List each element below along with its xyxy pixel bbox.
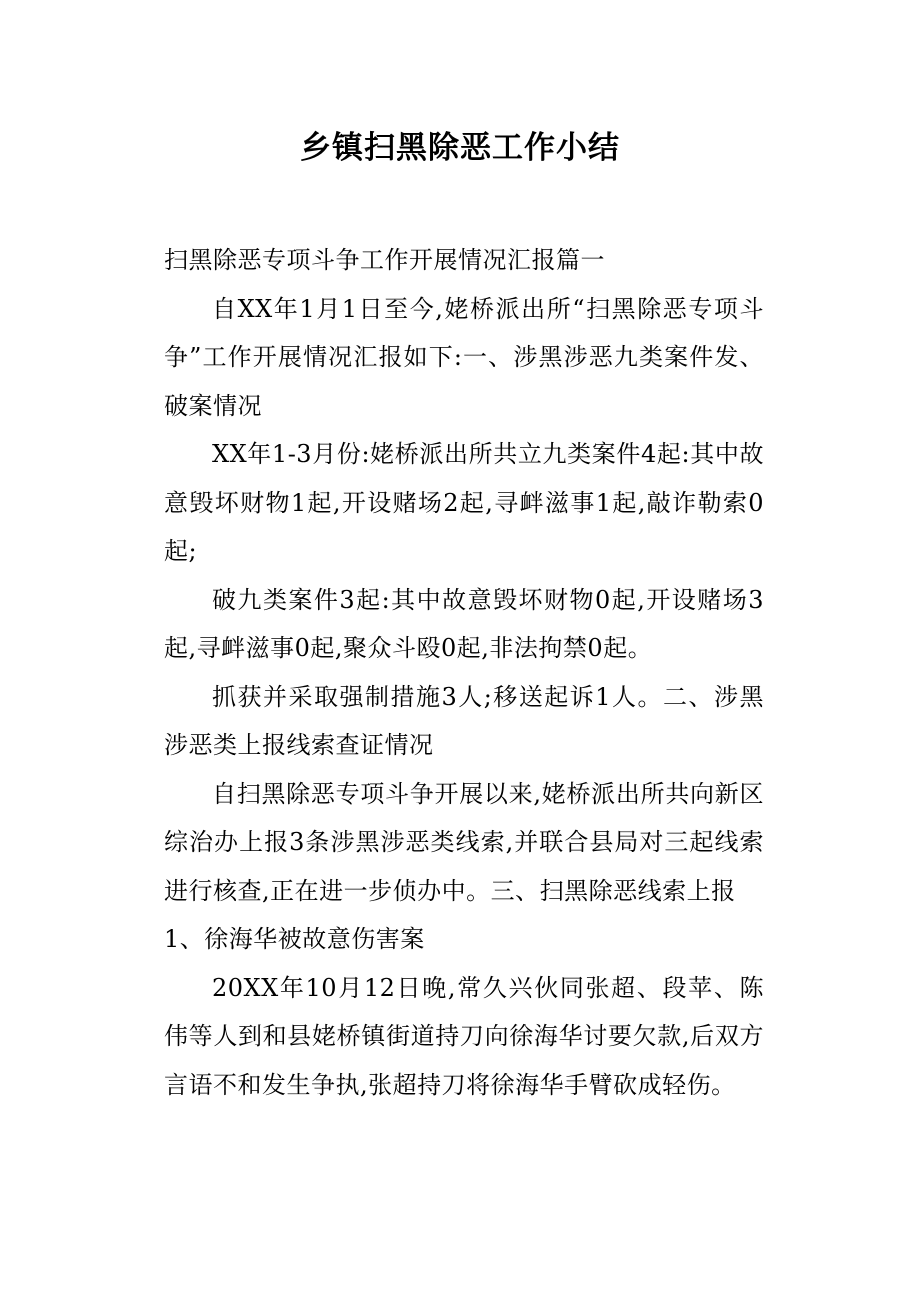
paragraph: 自扫黑除恶专项斗争开展以来,姥桥派出所共向新区综治办上报3条涉黑涉恶类线索,并联合县局对三起线索进行核查,正在进一步侦办中。三、扫黑除恶线索上报: [164, 779, 764, 905]
paragraph: 破九类案件3起:其中故意毁坏财物0起,开设赌场3起,寻衅滋事0起,聚众斗殴0起,非法拘禁0起。: [164, 585, 764, 662]
paragraph: 自XX年1月1日至今,姥桥派出所“扫黑除恶专项斗争”工作开展情况汇报如下:一、涉黑涉恶九类案件发、破案情况: [164, 294, 764, 420]
paragraph: 20XX年10月12日晚,常久兴伙同张超、段苹、陈伟等人到和县姥桥镇街道持刀向徐海华讨要欠款,后双方言语不和发生争执,张超持刀将徐海华手臂砍成轻伤。: [164, 973, 764, 1099]
paragraph: 抓获并采取强制措施3人;移送起诉1人。二、涉黑涉恶类上报线索查证情况: [164, 682, 764, 759]
document-title: 乡镇扫黑除恶工作小结: [300, 130, 620, 166]
section-heading: 扫黑除恶专项斗争工作开展情况汇报篇一: [164, 246, 605, 274]
document-body: [164, 236, 764, 1109]
case-heading: 1、徐海华被故意伤害案: [164, 925, 425, 953]
paragraph: XX年1-3月份:姥桥派出所共立九类案件4起:其中故意毁坏财物1起,开设赌场2起,寻衅滋事1起,敲诈勒索0起;: [164, 440, 764, 565]
